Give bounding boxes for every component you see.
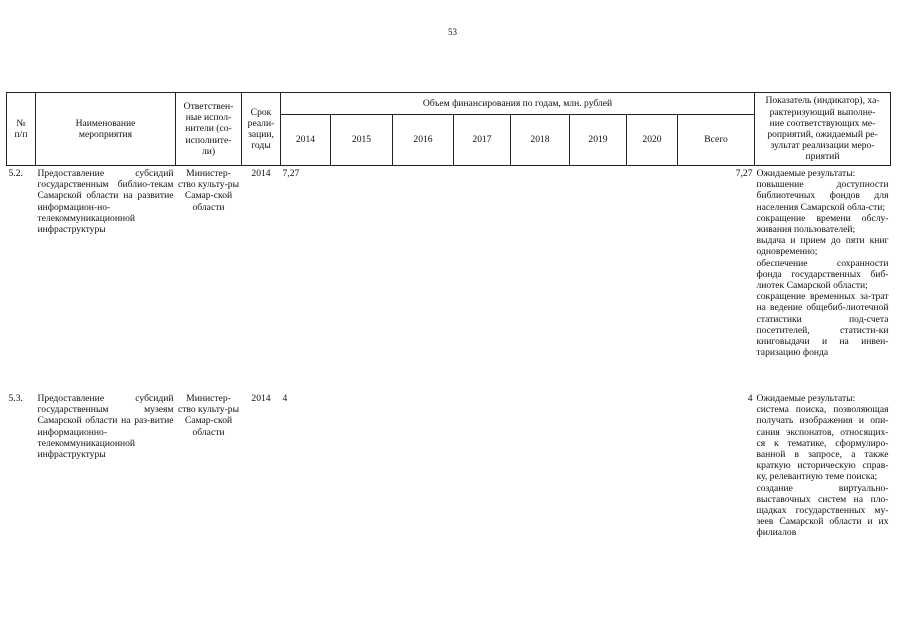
- indicator-line: выдача и прием до пяти книг одновременно;: [756, 235, 889, 258]
- indicator-line: обеспечение сохранности фонда государственных биб-лиотек Самарской области;: [756, 257, 889, 292]
- indicator-line: система поиска, позволяющая получать изображения и опи-сания экспонатов, относящих-ся к тематике, сформулиро-ванной в запросе, а также краткую историческую справ-ку, релевантную теме поиска;: [756, 404, 889, 483]
- header-year-2018: 2018: [511, 115, 570, 166]
- header-year-2020: 2020: [627, 115, 678, 166]
- indicator-line: сокращение времени обслу-живания пользователей;: [756, 212, 889, 236]
- header-financing: Объем финансирования по годам, млн. рублей: [281, 93, 755, 115]
- header-indicator: Показатель (индикатор), ха- рактеризующий выполне- ние соответствующих ме- роприятий, ожидаемый ре- зультат реализации меро- приятий: [755, 93, 891, 166]
- row-num: 5.2.: [8, 168, 23, 179]
- row-term: 2014: [251, 393, 271, 404]
- row-value-2014: 7,27: [282, 168, 300, 179]
- header-name: Наименование мероприятия: [36, 93, 176, 166]
- header-year-2019: 2019: [570, 115, 627, 166]
- row-indicator: [755, 166, 891, 384]
- row-value-2014: 4: [282, 393, 288, 404]
- row-total: 7,27: [735, 168, 753, 179]
- row-term: 2014: [251, 168, 271, 179]
- table-row: [7, 383, 891, 540]
- header-total: Всего: [678, 115, 755, 166]
- page-number: 53: [448, 27, 457, 37]
- header-responsible: Ответствен- ные испол- нители (со- исполните- ли): [176, 93, 242, 166]
- indicator-line: повышение доступности библиотечных фондов для населения Самарской обла-сти;: [756, 179, 889, 213]
- header-year-2016: 2016: [393, 115, 454, 166]
- indicator-line: Ожидаемые результаты:: [756, 168, 856, 179]
- row-num: 5.3.: [8, 393, 23, 404]
- header-term: Срок реали- зации, годы: [242, 93, 281, 166]
- row-total: 4: [747, 393, 753, 404]
- row-name: Предоставление субсидий государственным музеям Самарской области на раз-витие информационно-телекоммуникационной инфраструктуры: [37, 393, 174, 461]
- header-num: № п/п: [7, 93, 36, 166]
- activities-table: [6, 92, 891, 540]
- row-name: Предоставление субсидий государственным библио-текам Самарской области на развитие информацион-но-телекоммуникационной инфраструктуры: [37, 168, 174, 236]
- indicator-line: создание виртуально-выставочных систем на пло-щадках государственных му-зеев Самарской области и их филиалов: [756, 482, 889, 539]
- header-year-2015: 2015: [331, 115, 393, 166]
- table-row: [7, 166, 891, 384]
- header-year-2017: 2017: [454, 115, 511, 166]
- row-responsible: Министер-ство культу-ры Самар-ской области: [177, 393, 240, 438]
- indicator-line: сокращение временных за-трат на ведение общебиб-лиотечной статистики под-счета посетителей, статисти-ки книговыдачи и на инвен-таризацию фонда: [756, 291, 889, 359]
- indicator-line: Ожидаемые результаты:: [756, 393, 856, 404]
- row-indicator: [755, 383, 891, 540]
- header-year-2014: 2014: [281, 115, 331, 166]
- row-responsible: Министер-ство культу-ры Самар-ской области: [177, 168, 240, 213]
